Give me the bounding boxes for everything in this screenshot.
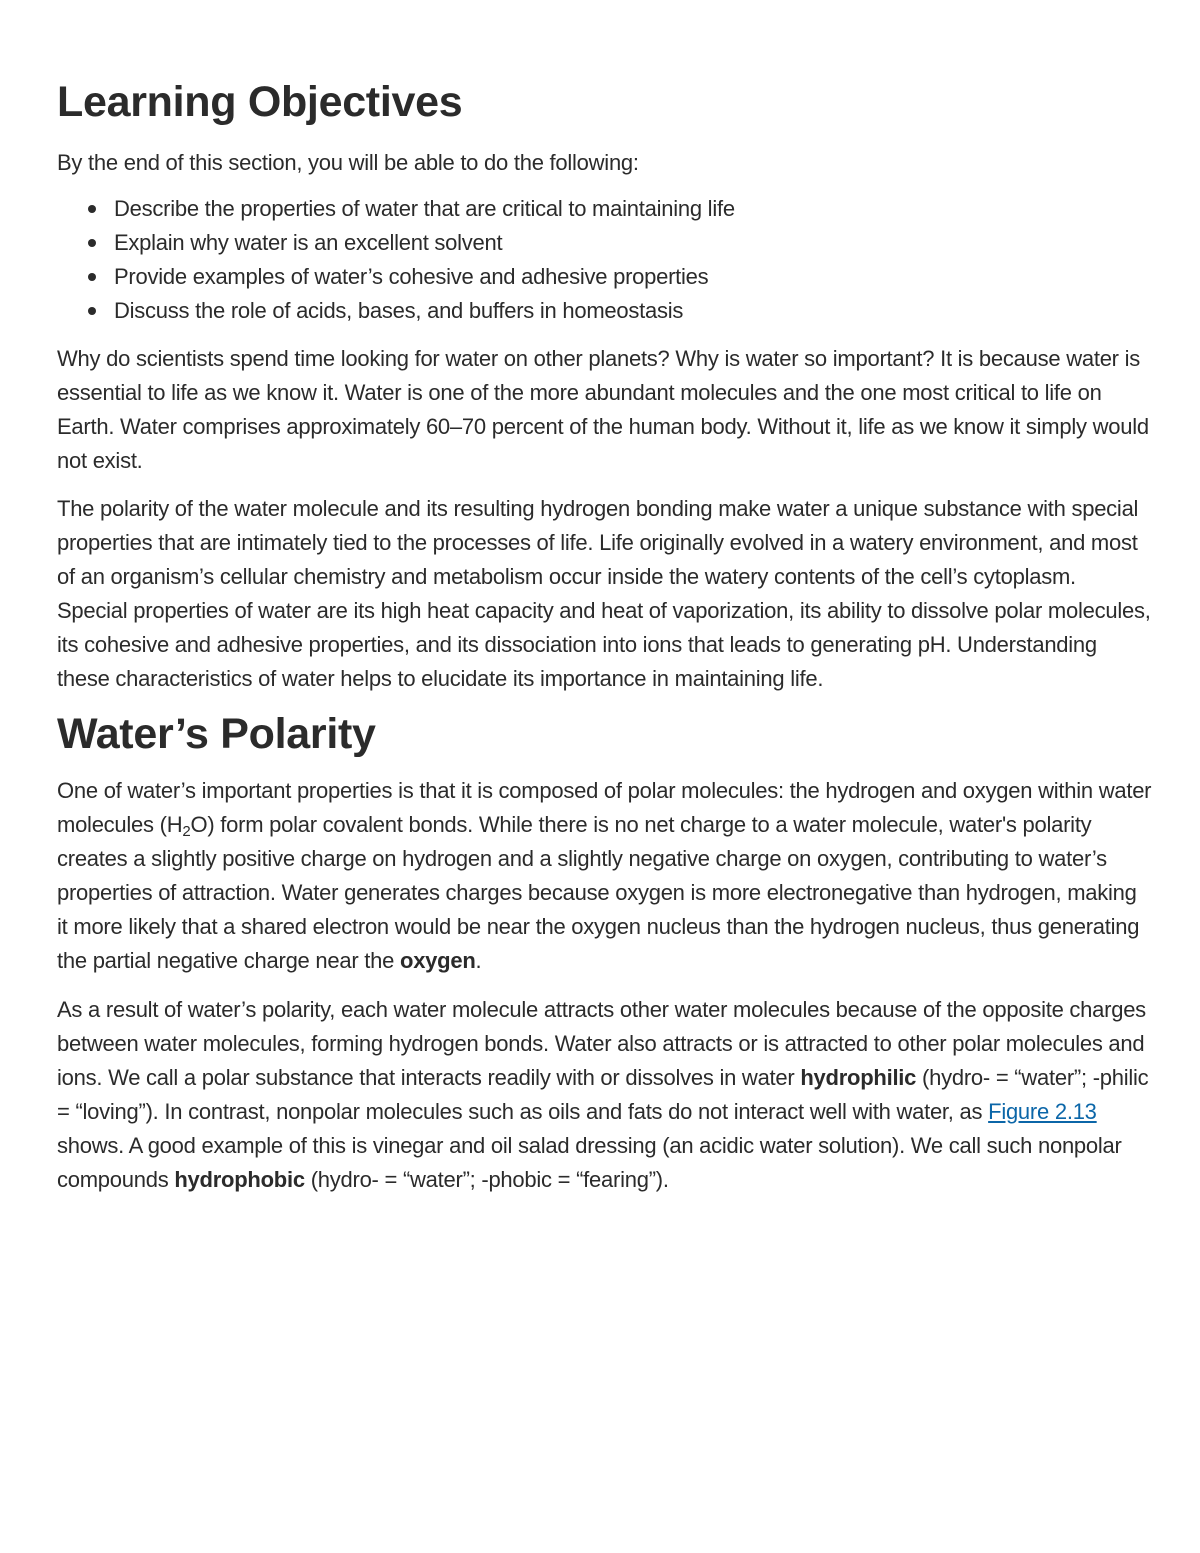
bold-term-oxygen: oxygen (400, 948, 476, 973)
intro-paragraph-2: The polarity of the water molecule and its resulting hydrogen bonding make water a unique substance with special properties that are intimately tied to the processes of life. Life originally evolved in a watery environment, and most of an organism’s cellular chemistry and metabolism occur inside the watery contents of the cell’s cytoplasm. Special properties of water are its high heat capacity and heat of vaporization, its ability to dissolve polar molecules, its cohesive and adhesive properties, and its dissociation into ions that leads to generating pH. Understanding these characteristics of water helps to elucidate its importance in maintaining life. (57, 496, 1151, 691)
paragraph-text: . (475, 948, 482, 973)
objectives-intro: By the end of this section, you will be able to do the following: (57, 150, 639, 175)
bullet-icon (88, 273, 96, 281)
paragraph-text: One of water’s important properties is that it is composed of polar molecules: the hydrogen and oxygen within water molecules (H (57, 778, 1152, 837)
objective-text: Discuss the role of acids, bases, and buffers in homeostasis (114, 298, 684, 323)
figure-2-13-link[interactable]: Figure 2.13 (988, 1099, 1097, 1124)
list-item (57, 192, 1152, 226)
paragraph-text: As a result of water’s polarity, each water molecule attracts other water molecules because of the opposite charges between water molecules, forming hydrogen bonds. Water also attracts or is attracted to other polar molecules and ions. We call a polar substance that interacts readily with or dissolves in water (57, 997, 1146, 1090)
waters-polarity-heading: Water’s Polarity (57, 710, 376, 758)
bold-term-hydrophobic: hydrophobic (174, 1167, 305, 1192)
bullet-icon (88, 205, 96, 213)
subscript-2: 2 (182, 823, 191, 840)
learning-objectives-heading: Learning Objectives (57, 78, 463, 126)
list-item (57, 226, 1152, 260)
paragraph-text: shows. A good example of this is vinegar and oil salad dressing (an acidic water solution). We call such nonpolar compounds (57, 1133, 1122, 1192)
objectives-list (57, 192, 1152, 328)
document-page (57, 72, 1152, 1197)
paragraph-text: O) form polar covalent bonds. While there is no net charge to a water molecule, water's polarity creates a slightly positive charge on hydrogen and a slightly negative charge on oxygen, contributing to water’s properties of attraction. Water generates charges because oxygen is more electronegative than hydrogen, making it more likely that a shared electron would be near the oxygen nucleus than the hydrogen nucleus, thus generating the partial negative charge near the (57, 812, 1140, 973)
bullet-icon (88, 307, 96, 315)
paragraph-text: (hydro- = “water”; -philic = “loving”). In contrast, nonpolar molecules such as oils and fats do not interact well with water, as (57, 1065, 1149, 1124)
list-item (57, 294, 1152, 328)
objective-text: Describe the properties of water that are critical to maintaining life (114, 196, 735, 221)
polarity-paragraph-1 (57, 774, 1152, 978)
bold-term-hydrophilic: hydrophilic (800, 1065, 917, 1090)
bullet-icon (88, 239, 96, 247)
objective-text: Provide examples of water’s cohesive and adhesive properties (114, 264, 709, 289)
paragraph-text: (hydro- = “water”; -phobic = “fearing”). (304, 1167, 669, 1192)
polarity-paragraph-2 (57, 993, 1152, 1197)
objective-text: Explain why water is an excellent solvent (114, 230, 503, 255)
intro-paragraph-1: Why do scientists spend time looking for water on other planets? Why is water so important? It is because water is essential to life as we know it. Water is one of the more abundant molecules and the one most critical to life on Earth. Water comprises approximately 60–70 percent of the human body. Without it, life as we know it simply would not exist. (57, 346, 1149, 473)
list-item (57, 260, 1152, 294)
